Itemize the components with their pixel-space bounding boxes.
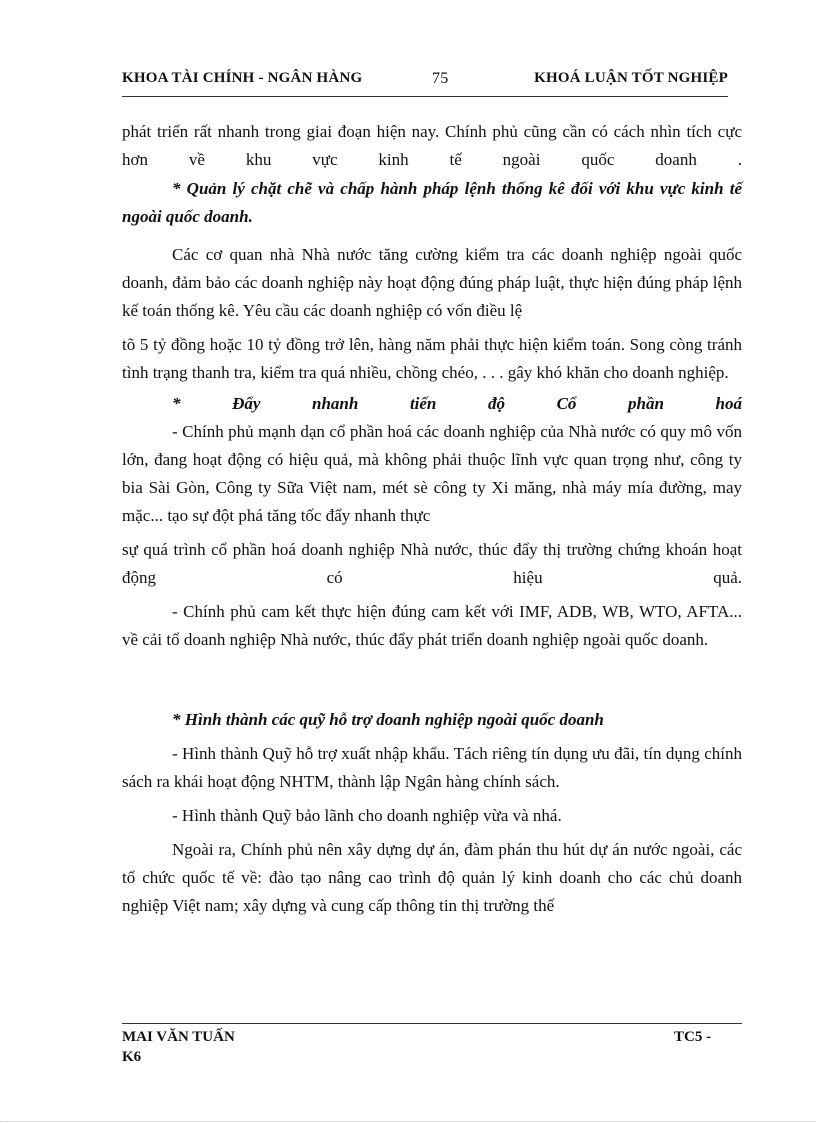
page-edge-divider <box>0 1121 816 1122</box>
header-page-number: 75 <box>432 70 449 87</box>
paragraph-9: Ngoài ra, Chính phủ nên xây dựng dự án, đàm phán thu hút dự án nước ngoài, các tổ chức quốc tế về: đào tạo nâng cao trình độ quản lý kinh doanh cho các chủ doanh nghiệp Việt nam; xây dựng và cung cấp thông tin thị trường thế <box>122 840 742 915</box>
paragraph-2: Các cơ quan nhà Nhà nước tăng cường kiểm tra các doanh nghiệp ngoài quốc doanh, đảm bảo các doanh nghiệp này hoạt động đúng pháp luật, thực hiện đúng pháp lệnh kế toán thống kê. Yêu cầu các doanh nghiệp có vốn điều lệ <box>122 245 742 320</box>
paragraph-8: - Hình thành Quỹ bảo lãnh cho doanh nghiệp vừa và nhá. <box>172 806 562 825</box>
paragraph-7: - Hình thành Quỹ hỗ trợ xuất nhập khẩu. Tách riêng tín dụng ưu đãi, tín dụng chính sách ra khái hoạt động NHTM, thành lập Ngân hàng chính sách. <box>122 744 742 791</box>
heading-statistics-management: * Quản lý chặt chẽ và chấp hành pháp lệnh thống kê đối với khu vực kinh tế ngoài quốc doanh. <box>122 179 742 226</box>
header-faculty: KHOA TÀI CHÍNH - NGÂN HÀNG <box>122 70 363 86</box>
page-body <box>122 118 742 920</box>
header-thesis-title: KHOÁ LUẬN TỐT NGHIỆP <box>534 70 728 86</box>
paragraph-6: - Chính phủ cam kết thực hiện đúng cam kết với IMF, ADB, WB, WTO, AFTA... về cải tổ doanh nghiệp Nhà nước, thúc đẩy phát triển doanh nghiệp ngoài quốc doanh. <box>122 602 742 649</box>
paragraph-3: tõ 5 tỷ đồng hoặc 10 tỷ đồng trở lên, hàng năm phải thực hiện kiểm toán. Song còng tránh tình trạng thanh tra, kiểm tra quá nhiều, chồng chéo, . . . gây khó khăn cho doanh nghiệp. <box>122 335 742 382</box>
heading-equitization: * Đẩy nhanh tiến độ Cổ phần hoá <box>172 394 742 413</box>
footer-class-line-2: K6 <box>122 1049 142 1065</box>
paragraph-4: - Chính phủ mạnh dạn cổ phần hoá các doanh nghiệp của Nhà nước có quy mô vốn lớn, đang hoạt động có hiệu quả, mà không phải thuộc lĩnh vực quan trọng như, công ty bia Sài Gòn, Công ty Sữa Việt nam, mét sè công ty Xi măng, nhà máy mía đường, may mặc... tạo sự đột phá tăng tốc đẩy nhanh thực <box>122 422 742 525</box>
footer-author-name: MAI VĂN TUẤN <box>122 1029 235 1045</box>
paragraph-5: sự quá trình cổ phần hoá doanh nghiệp Nhà nước, thúc đẩy thị trường chứng khoán hoạt động có hiệu quả. <box>122 540 742 587</box>
page-footer <box>122 1023 742 1065</box>
page-header <box>122 66 728 97</box>
heading-support-funds: * Hình thành các quỹ hỗ trợ doanh nghiệp ngoài quốc doanh <box>172 710 604 729</box>
paragraph-1: phát triển rất nhanh trong giai đoạn hiện nay. Chính phủ cũng cần có cách nhìn tích cực hơn về khu vực kinh tế ngoài quốc doanh . <box>122 122 742 169</box>
footer-class-code: TC5 - <box>674 1029 712 1045</box>
